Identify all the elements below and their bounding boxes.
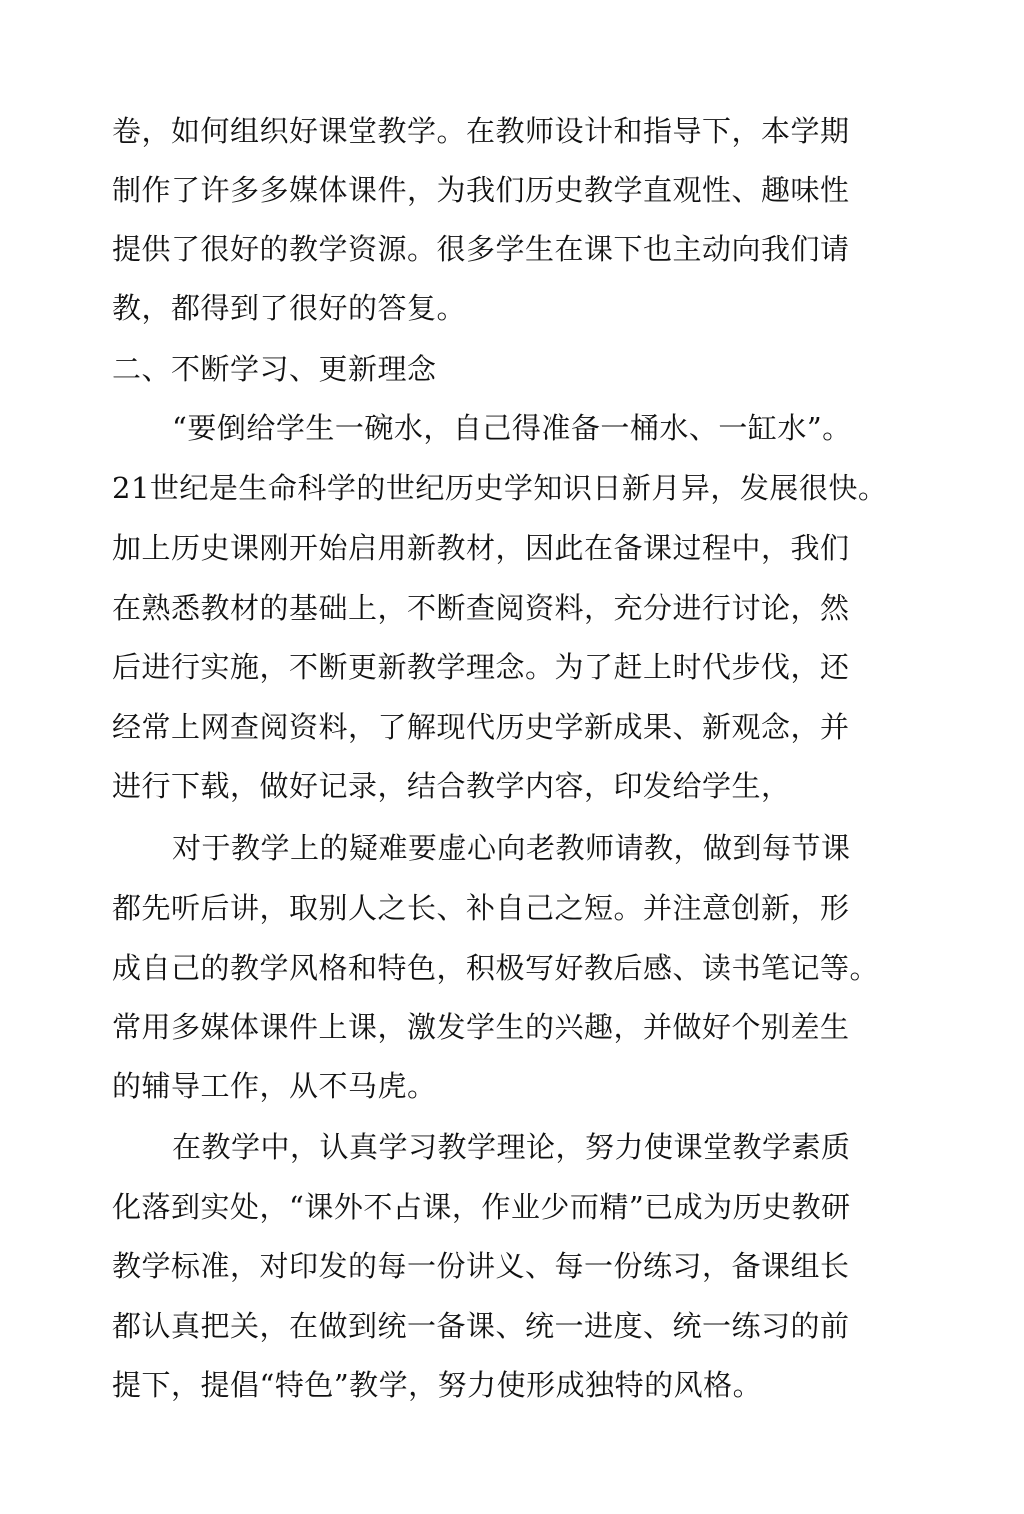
text-line-7: 21世纪是生命科学的世纪历史学知识日新月异，发展很快。 bbox=[112, 471, 888, 505]
text-line-13: 对于教学上的疑难要虚心向老教师请教，做到每节课 bbox=[172, 831, 851, 865]
text-line-2: 制作了许多多媒体课件，为我们历史教学直观性、趣味性 bbox=[112, 173, 850, 207]
section-heading: 二、不断学习、更新理念 bbox=[112, 352, 437, 386]
text-line-6: “要倒给学生一碗水，自己得准备一桶水、一缸水”。 bbox=[172, 411, 852, 445]
text-line-10: 后进行实施，不断更新教学理念。为了赶上时代步伐，还 bbox=[112, 650, 850, 684]
text-line-18: 在教学中，认真学习教学理论，努力使课堂教学素质 bbox=[172, 1130, 851, 1164]
text-line-14: 都先听后讲，取别人之长、补自己之短。并注意创新，形 bbox=[112, 891, 850, 925]
text-line-17: 的辅导工作，从不马虎。 bbox=[112, 1069, 437, 1103]
text-line-9: 在熟悉教材的基础上，不断查阅资料，充分进行讨论，然 bbox=[112, 591, 850, 625]
text-line-1: 卷，如何组织好课堂教学。在教师设计和指导下，本学期 bbox=[112, 114, 850, 148]
text-line-12: 进行下载，做好记录，结合教学内容，印发给学生， bbox=[112, 769, 791, 803]
text-line-15: 成自己的教学风格和特色，积极写好教后感、读书笔记等。 bbox=[112, 951, 880, 985]
text-line-4: 教，都得到了很好的答复。 bbox=[112, 291, 467, 325]
text-line-22: 提下，提倡“特色”教学，努力使形成独特的风格。 bbox=[112, 1368, 763, 1402]
text-line-8: 加上历史课刚开始启用新教材，因此在备课过程中，我们 bbox=[112, 531, 850, 565]
text-line-16: 常用多媒体课件上课，激发学生的兴趣，并做好个别差生 bbox=[112, 1010, 850, 1044]
text-line-3: 提供了很好的教学资源。很多学生在课下也主动向我们请 bbox=[112, 232, 850, 266]
text-line-11: 经常上网查阅资料，了解现代历史学新成果、新观念，并 bbox=[112, 710, 850, 744]
text-line-19: 化落到实处，“课外不占课，作业少而精”已成为历史教研 bbox=[112, 1190, 851, 1224]
text-line-21: 都认真把关，在做到统一备课、统一进度、统一练习的前 bbox=[112, 1309, 850, 1343]
text-line-20: 教学标准，对印发的每一份讲义、每一份练习，备课组长 bbox=[112, 1249, 850, 1283]
